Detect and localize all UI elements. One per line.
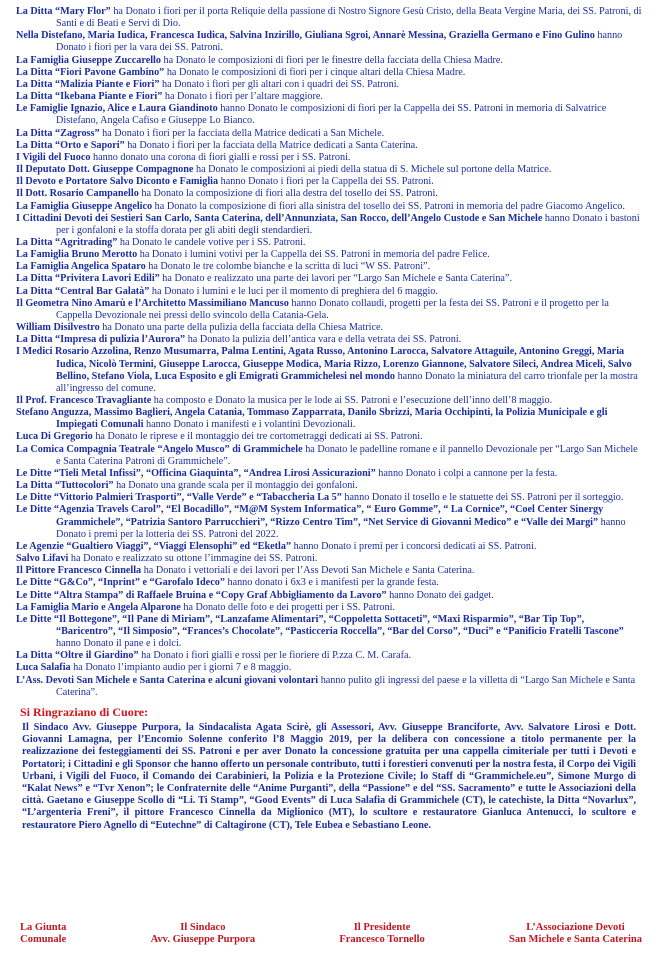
donor-name: La Famiglia Angelica Spataro: [16, 261, 146, 273]
signature-title: La Giunta: [20, 922, 67, 933]
donation-text: hanno Donato la miniatura del carro trionfale per la mostra all’ingresso del comune.: [56, 370, 638, 394]
donation-text: hanno pulito gli ingressi del paese e la villetta di “Largo San Michele e Santa Caterina”.: [56, 674, 636, 698]
donation-text: ha Donato i lumini e le luci per il momento di preghiera del 6 maggio.: [149, 285, 438, 297]
donor-name: La Ditta “Privitera Lavori Edili”: [16, 273, 160, 285]
donation-entry: [16, 553, 642, 565]
donation-text: hanno Donato i premi per i concorsi dedicati ai SS. Patroni.: [291, 540, 537, 552]
donation-entry: [16, 346, 642, 395]
donation-entry: [16, 286, 642, 298]
donation-entry: [16, 213, 642, 237]
donor-name: La Famiglia Giuseppe Zuccarello: [16, 54, 161, 66]
donation-text: ha Donato la composizione di fiori alla destra del tosello dei SS. Patroni.: [138, 188, 438, 200]
donation-text: hanno Donato le composizioni di fiori per la Cappella dei SS. Patroni in memoria di Salvatrice Distefano, Angela Cafiso e Giuseppe Lo Bianco.: [56, 103, 607, 127]
donation-text: ha Donato e realizzato una parte dei lavori per “Largo San Michele e Santa Caterina”.: [159, 273, 513, 285]
donor-name: Il Geometra Nino Amarù e l’Architetto Massimiliano Mancuso: [16, 297, 289, 309]
donation-text: ha Donato le riprese e il montaggio dei tre cortometraggi dedicati ai SS. Patroni.: [92, 431, 423, 443]
signature-name: Comunale: [20, 934, 67, 945]
donation-text: hanno Donato il pane e i dolci.: [56, 638, 182, 650]
donation-entry: [16, 407, 642, 431]
donation-entry: [16, 201, 642, 213]
donor-name: Luca Salafia: [16, 662, 71, 674]
donor-name: Il Dott. Rosario Campanello: [16, 188, 139, 200]
donor-name: Il Deputato Dott. Giuseppe Compagnone: [16, 164, 194, 176]
donation-entry: [16, 128, 642, 140]
donation-entry: [16, 176, 642, 188]
donor-name: Il Pittore Francesco Cinnella: [16, 565, 142, 577]
donation-entry: [16, 650, 642, 662]
donation-entry: [16, 444, 642, 468]
signature-name: Avv. Giuseppe Purpora: [150, 934, 256, 945]
donation-entry: [16, 577, 642, 589]
donor-name: La Ditta “Zagross”: [16, 127, 100, 139]
donor-name: La Ditta “Malizia Piante e Fiori”: [16, 78, 160, 90]
donation-entry: [16, 662, 642, 674]
donor-name: La Ditta “Agritrading”: [16, 236, 118, 248]
donation-entry: [16, 79, 642, 91]
donor-name: Le Ditte “Il Bottegone”, “Il Pane di Miriam”, “Lanzafame Alimentari”, “Coppoletta Sottaceti”, “Maxi Risparmio”, “Bar Tip Top”, “Baricentro”, “Il Simposio”, “Frances’s Chocolate”, “Pasticceria Roccella”, “Bar del Corso”, “Duci” e “Panificio Fratelli Tascone”: [16, 613, 624, 637]
donor-name: La Ditta “Tuttocolori”: [16, 480, 114, 492]
donation-entry: [16, 504, 642, 540]
donation-text: hanno Donato i fiori per la vara dei SS. Patroni.: [56, 30, 623, 54]
donation-text: hanno Donato i colpi a cannone per la festa.: [375, 467, 558, 479]
signature-presidente: [339, 922, 424, 946]
donation-text: ha Donato i fiori per il porta Reliquie della passione di Nostro Signore Gesù Cristo, della Beata Vergine Maria, dei SS. Patroni, di Santi e di Beati e Servi di Dio.: [56, 6, 642, 30]
donor-name: I Medici Rosario Azzolina, Renzo Musumarra, Palma Lentini, Agata Russo, Antonino Larocca, Salvatore Attaguile, Antonino Greggi, Maria Iudica, Nicolò Termini, Giuseppe Larocca, Giuseppe Modica, Maria Rizzo, Lorenzo Giannone, Salvatore Sileci, Andrea Miceli, Salvo Bellino, Stefano Viola, Luca Esposito e gli Emigrati Grammichelesi nel mondo: [16, 346, 632, 382]
thanks-heading: Si Ringraziano di Cuore:: [20, 704, 149, 719]
donation-entry: [16, 590, 642, 602]
donation-text: ha Donato i fiori per l’altare maggiore.: [162, 91, 323, 103]
donation-entry: [16, 188, 642, 200]
donor-name: La Ditta “Impresa di pulizia l’Aurora”: [16, 334, 186, 346]
signature-name: Francesco Tornello: [339, 934, 425, 945]
donation-entry: [16, 91, 642, 103]
donor-name: La Comica Compagnia Teatrale “Angelo Musco” di Grammichele: [16, 443, 303, 455]
donor-name: La Ditta “Ikebana Piante e Fiori”: [16, 91, 163, 103]
donor-name: I Vigili del Fuoco: [16, 151, 91, 163]
donor-name: La Ditta “Mary Flor”: [16, 6, 111, 17]
donation-text: ha Donato le padelline romane e il pannello Devozionale per “Largo San Michele e Santa Caterina Patroni di Grammichele”.: [56, 443, 638, 467]
signature-title: Il Sindaco: [180, 922, 226, 933]
donation-entry: [16, 565, 642, 577]
donation-entry: [16, 140, 642, 152]
donation-text: hanno Donato i manifesti e i volantini Devozionali.: [143, 419, 356, 431]
donor-name: La Ditta “Orto e Sapori”: [16, 139, 125, 151]
donor-name: La Famiglia Bruno Merotto: [16, 249, 138, 261]
donation-text: ha Donato la composizione di fiori alla sinistra del tosello dei SS. Patroni in memoria del padre Giacomo Angelico.: [152, 200, 625, 212]
donation-entry: [16, 237, 642, 249]
donor-name: Le Agenzie “Gualtiero Viaggi”, “Viaggi Elensophi” ed “Eketla”: [16, 540, 292, 552]
donor-name: Le Ditte “Tieli Metal Infissi”, “Officina Giaquinta”, “Andrea Lirosi Assicurazioni”: [16, 467, 376, 479]
donor-name: William Disilvestro: [16, 322, 100, 334]
donation-entry: [16, 67, 642, 79]
donation-entry: [16, 30, 642, 54]
donation-text: ha Donato i fiori per gli altari con i quadri dei SS. Patroni.: [159, 78, 400, 90]
donation-entry: [16, 541, 642, 553]
donation-text: hanno Donato il tosello e le statuette dei SS. Patroni per il sorteggio.: [341, 492, 624, 504]
donor-name: Le Famiglie Ignazio, Alice e Laura Giandinoto: [16, 103, 218, 115]
donation-text: ha Donato delle foto e dei progetti per i SS. Patroni.: [180, 601, 395, 613]
donor-name: Luca Di Gregorio: [16, 431, 93, 443]
donation-text: ha Donato le tre colombe bianche e la scritta di luci “W SS. Patroni”.: [145, 261, 431, 273]
donation-entry: [16, 395, 642, 407]
donor-name: Le Ditte “Altra Stampa” di Raffaele Bruina e “Copy Graf Abbigliamento da Lavoro”: [16, 589, 387, 601]
donation-text: hanno Donato i bastoni per i gonfaloni e la stoffa dorata per gli abiti degli stendardieri.: [56, 212, 640, 236]
donor-name: La Ditta “Central Bar Galatà”: [16, 285, 150, 297]
donation-entry: [16, 164, 642, 176]
donation-text: hanno donato una corona di fiori gialli e rossi per i SS. Patroni.: [90, 151, 351, 163]
donor-name: La Famiglia Mario e Angela Alparone: [16, 601, 181, 613]
donation-text: hanno Donato dei gadget.: [386, 589, 494, 601]
donation-entry: [16, 103, 642, 127]
donation-text: ha Donato una parte della pulizia della facciata della Chiesa Matrice.: [99, 322, 384, 334]
donor-name: Salvo Lifavi: [16, 553, 69, 565]
donor-name: Le Ditte “Vittorio Palmieri Trasporti”, “Valle Verde” e “Tabaccheria La 5”: [16, 492, 342, 504]
donation-text: hanno Donato i premi per la lotteria dei SS. Patroni del 2022.: [56, 516, 626, 540]
donation-text: ha Donato i fiori gialli e rossi per le fioriere di P.zza C. M. Carafa.: [138, 650, 412, 662]
donor-name: Stefano Anguzza, Massimo Baglieri, Angela Catania, Tommaso Zapparrata, Danilo Sbrizzi, Maria Occhipinti, la Polizia Municipale e gli Impiegati Comunali: [16, 407, 608, 431]
donation-text: ha Donato una grande scala per il montaggio dei gonfaloni.: [113, 480, 358, 492]
donation-text: ha Donato le composizioni di fiori per le finestre della facciata della Chiesa Madre.: [160, 54, 503, 66]
donor-name: La Ditta “Fiori Pavone Gambino”: [16, 66, 165, 78]
signature-row: [0, 922, 656, 946]
donation-entry: [16, 480, 642, 492]
donor-name: Le Ditte “G&Co”, “Inprint” e “Garofalo Ideco”: [16, 577, 225, 589]
signature-title: Il Presidente: [353, 922, 411, 933]
donation-text: ha Donato i fiori per la facciata della Matrice dedicati a San Michele.: [99, 127, 385, 139]
donation-text: ha Donato l’impianto audio per i giorni 7 e 8 maggio.: [70, 662, 292, 674]
donor-name: I Cittadini Devoti dei Sestieri San Carlo, Santa Caterina, dell’Annunziata, San Rocco, dell’Angelo Custode e San Michele: [16, 212, 543, 224]
donation-text: hanno donato i 6x3 e i manifesti per la grande festa.: [224, 577, 439, 589]
donation-entry: [16, 431, 642, 443]
signature-giunta: [20, 922, 66, 946]
signature-title: L’Associazione Devoti: [526, 922, 625, 933]
donation-entry: [16, 675, 642, 699]
donation-text: ha composto e Donato la musica per le lode ai SS. Patroni e l’esecuzione dell’inno dell’8 maggio.: [151, 395, 553, 406]
donor-name: La Famiglia Giuseppe Angelico: [16, 200, 153, 212]
donation-entry: [16, 614, 642, 650]
donation-entry: [16, 468, 642, 480]
donation-entry: [16, 6, 642, 30]
thanks-paragraph: Il Sindaco Avv. Giuseppe Purpora, la Sindacalista Agata Scirè, gli Assessori, Avv. Giuseppe Branciforte, Avv. Salvatore Lirosi e Dott. Giovanni Lamagna, per l’Encomio Solenne conferito l’8 Maggio 2019, per la delibera con concessione a titolo permanente per la realizzazione dei festeggiamenti dei SS. Patroni e per aver Donato la concessione gratuita per una cappella cimiteriale per tutti i Devoti e Portatori; i Cittadini e gli Sponsor che hanno offerto un personale contributo, tutti i forestieri convenuti per la nostra festa, il Corpo dei Vigili Urbani, i Vigili del Fuoco, il Comando dei Carabinieri, la Polizia e la Protezione Civile; lo Staff di “Grammichele.eu”, Simone Murgo di “Kalat News” e “Tvr Xenon”; le Confraternite delle “Anime Purganti”, della “Passione” e del “SS. Sacramento” e tutte le Associazioni della città. Gaetano e Giuseppe Scollo di “Li. Ti Stamp”, “Good Events” di Luca Salafia di Grammichele (CT), le catechiste, la Ditta “Novarlux”, “L’argenteria Freni”, il pittore Francesco Cinnella da Miglionico (MT), lo scultore e restauratore Gianluca Antenucci, lo scultore e restauratore Piero Agnello di “Eutechne” di Caltagirone (CT), Tele Eubea e Sebastiano Leone.: [22, 721, 636, 831]
donation-entry: [16, 602, 642, 614]
donor-name: La Ditta “Oltre il Giardino”: [16, 650, 139, 662]
donation-text: ha Donato i vettoriali e dei lavori per l’Ass Devoti San Michele e Santa Caterina.: [141, 565, 475, 577]
donation-entry: [16, 55, 642, 67]
donation-entry: [16, 249, 642, 261]
donation-entry: [16, 261, 642, 273]
donation-text: ha Donato i lumini votivi per la Cappella dei SS. Patroni in memoria del padre Felice.: [137, 249, 490, 261]
donor-name: Nella Distefano, Maria Iudica, Francesca Iudica, Salvina Inzirillo, Giuliana Sgroi, Annarè Messina, Graziella Germano e Fino Gulino: [16, 30, 595, 42]
donation-entry: [16, 152, 642, 164]
donation-text: ha Donato le composizioni ai piedi della statua di S. Michele sul portone della Matrice.: [193, 164, 552, 176]
signature-associazione: [509, 922, 642, 946]
donor-name: Le Ditte “Agenzia Travels Carol”, “El Bocadillo”, “M@M System Informatica”, “ Euro Gomme”, “ La Cornice”, “Coel Center Sinergy Grammichele”, “Patrizia Santoro Parrucchieri”, “Rizzo Centro Tim”, “Net Service di Giovanni Medico” e “Valle dei Margi”: [16, 504, 604, 528]
donor-name: Il Devoto e Portatore Salvo Diconto e Famiglia: [16, 176, 219, 188]
donation-text: ha Donato le candele votive per i SS. Patroni.: [117, 236, 306, 248]
donation-entry: [16, 322, 642, 334]
donation-entry: [16, 334, 642, 346]
signature-name: San Michele e Santa Caterina: [508, 934, 642, 945]
donation-entry: [16, 298, 642, 322]
donation-text: ha Donato la pulizia dell’antica vara e della vetrata dei SS. Patroni.: [185, 334, 462, 346]
donation-text: ha Donato i fiori per la facciata della Matrice dedicati a Santa Caterina.: [124, 139, 418, 151]
donor-name: L’Ass. Devoti San Michele e Santa Caterina e alcuni giovani volontari: [16, 674, 319, 686]
donations-list: [16, 6, 642, 699]
donation-entry: [16, 492, 642, 504]
donation-text: hanno Donato i fiori per la Cappella dei SS. Patroni.: [218, 176, 434, 188]
donation-entry: [16, 273, 642, 285]
signature-sindaco: [151, 922, 256, 946]
donation-text: ha Donato e realizzato su ottone l’immagine dei SS. Patroni.: [68, 553, 318, 565]
donor-name: Il Prof. Francesco Travagliante: [16, 395, 152, 406]
donation-text: ha Donato le composizioni di fiori per i cinque altari della Chiesa Madre.: [164, 66, 466, 78]
donation-text: hanno Donato collaudi, progetti per la festa dei SS. Patroni e il progetto per la Cappella Devozionale nei pressi dello svincolo della Catania-Gela.: [56, 297, 609, 321]
